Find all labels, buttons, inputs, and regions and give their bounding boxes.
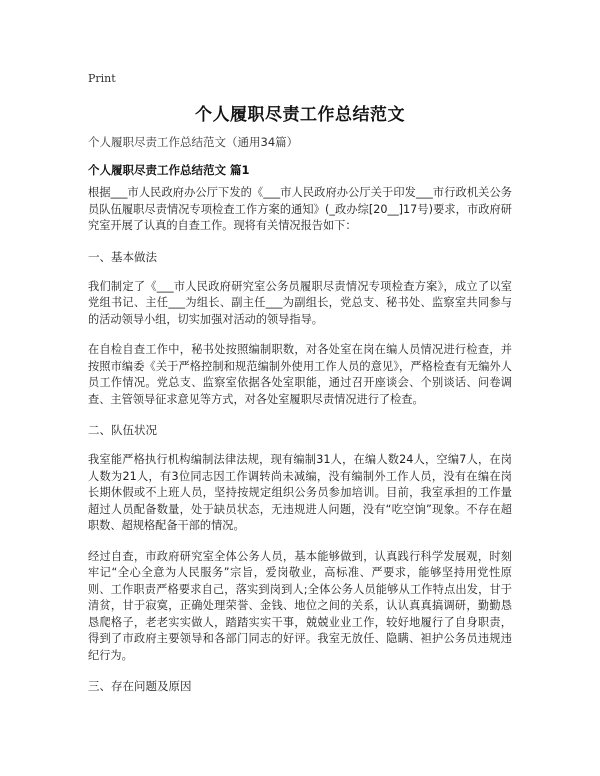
section-heading: 二、队伍状况	[88, 423, 157, 437]
paragraph: 根据___市人民政府办公厅下发的《___市人民政府办公厅关于印发___市行政机关公务员队伍履职尽责情况专项检查工作方案的通知》(_政办综[20__]17号)要求，市政府研究室开展了认真的自查工作。现将有关情况报告如下：	[88, 186, 512, 232]
print-link[interactable]: Print	[88, 72, 116, 85]
section-title: 个人履职尽责工作总结范文 篇1	[88, 163, 250, 177]
document-title: 个人履职尽责工作总结范文	[195, 105, 405, 125]
paragraph: 我们制定了《___市人民政府研究室公务员履职尽责情况专项检查方案》，成立了以室党组书记、主任___为组长、副主任___为副组长，党总支、秘书处、监察室共同参与的活动领导小组，切实加强对活动的领导指导。	[88, 279, 512, 326]
document-body	[88, 185, 512, 708]
paragraph: 在自检自查工作中，秘书处按照编制职数，对各处室在岗在编人员情况进行检查，并按照市编委《关于严格控制和规范编制外使用工作人员的意见》，严格检查有无编外人员工作情况。党总支、监察室依据各处室职能，通过召开座谈会、个别谈话、问卷调查、主管领导征求意见等方式，对各处室履职尽责情况进行了检查。	[88, 343, 512, 406]
section-heading: 三、存在问题及原因	[88, 679, 192, 693]
document-subtitle: 个人履职尽责工作总结范文（通用34篇）	[88, 135, 299, 149]
paragraph: 我室能严格执行机构编制法律法规，现有编制31人，在编人数24人，空编7人，在岗人数为21人，有3位同志因工作调转尚未减编，没有编制外工作人员，没有在编在岗长期休假或不上班人员，坚持按规定组织公务员参加培训。目前，我室承担的工作量超过人员配备数量，处于缺员状态，无违规进人问题，没有“吃空饷”现象。不存在超职数、超规格配备干部的情况。	[88, 453, 512, 532]
section-heading: 一、基本做法	[88, 249, 157, 264]
paragraph: 经过自查，市政府研究室全体公务人员，基本能够做到，认真践行科学发展观，时刻牢记“全心全意为人民服务”宗旨，爱岗敬业，高标准、严要求，能够坚持用党性原则、工作职责严格要求自己，落实到岗到人;全体公务人员能够从工作特点出发，甘于清贫，甘于寂寞，正确处理荣誉、金钱、地位之间的关系，认认真真搞调研，勤勤恳恳爬格子，老老实实做人，踏踏实实干事，兢兢业业工作，较好地履行了自身职责，得到了市政府主要领导和各部门同志的好评。我室无放任、隐瞒、袒护公务员违规违纪行为。	[88, 549, 512, 662]
